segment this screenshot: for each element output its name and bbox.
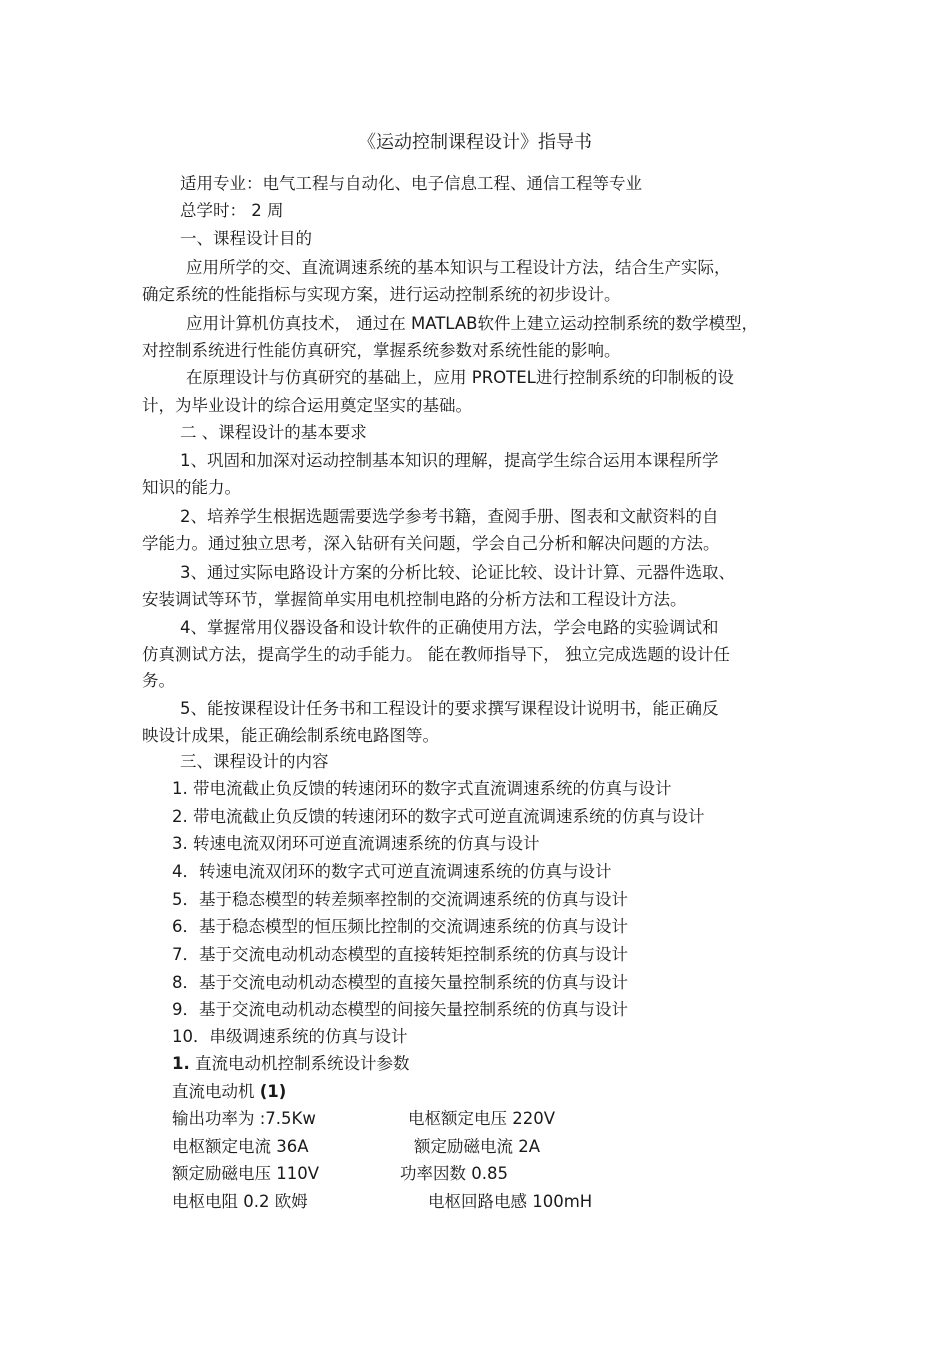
purpose-p1-line1: 应用所学的交、直流调速系统的基本知识与工程设计方法，结合生产实际， (186, 258, 731, 277)
req4-line2: 仿真测试方法，提高学生的动手能力。 能在教师指导下， 独立完成选题的设计任 (142, 645, 730, 664)
req4-line1: 4、掌握常用仪器设备和设计软件的正确使用方法，学会电路的实验调试和 (180, 618, 719, 637)
req2-line1: 2、培养学生根据选题需要选学参考书籍，查阅手册、图表和文献资料的自 (180, 507, 719, 526)
param-right: 功率因数 0.85 (400, 1164, 508, 1183)
section-heading-content: 三、课程设计的内容 (180, 752, 329, 771)
motor-label-number: (1) (259, 1082, 287, 1101)
req1-line2: 知识的能力。 (142, 478, 241, 497)
param-right: 电枢额定电压 220V (408, 1109, 556, 1128)
req4-line3: 务。 (142, 671, 175, 690)
topic-item: 6．基于稳态模型的恒压频比控制的交流调速系统的仿真与设计 (172, 917, 628, 936)
param-left: 输出功率为 :7.5Kw (172, 1109, 316, 1128)
total-hours: 总学时： 2 周 (180, 201, 284, 220)
req5-line1: 5、能按课程设计任务书和工程设计的要求撰写课程设计说明书，能正确反 (180, 699, 719, 718)
req3-line2: 安装调试等环节，掌握简单实用电机控制电路的分析方法和工程设计方法。 (142, 590, 687, 609)
param-right: 额定励磁电流 2A (414, 1137, 541, 1156)
purpose-p1-line2: 确定系统的性能指标与实现方案，进行运动控制系统的初步设计。 (142, 285, 621, 304)
params-heading-number: 1. (172, 1054, 190, 1073)
topic-item: 5．基于稳态模型的转差频率控制的交流调速系统的仿真与设计 (172, 890, 628, 909)
purpose-p2-line2: 对控制系统进行性能仿真研究，掌握系统参数对系统性能的影响。 (142, 341, 621, 360)
params-heading (172, 1052, 410, 1076)
topic-item: 1. 带电流截止负反馈的转速闭环的数字式直流调速系统的仿真与设计 (172, 779, 672, 798)
param-left: 额定励磁电压 110V (172, 1164, 320, 1183)
topic-item: 7．基于交流电动机动态模型的直接转矩控制系统的仿真与设计 (172, 945, 628, 964)
param-left: 电枢电阻 0.2 欧姆 (172, 1192, 308, 1211)
section-heading-requirements: 二 、课程设计的基本要求 (180, 423, 367, 442)
req3-line1: 3、通过实际电路设计方案的分析比较、论证比较、设计计算、元器件选取、 (180, 563, 735, 582)
motor-label (172, 1080, 286, 1104)
param-left: 电枢额定电流 36A (172, 1137, 309, 1156)
purpose-p2-line1: 应用计算机仿真技术， 通过在 MATLAB软件上建立运动控制系统的数学模型， (186, 314, 758, 333)
params-heading-text: 直流电动机控制系统设计参数 (189, 1054, 410, 1073)
topic-item: 3. 转速电流双闭环可逆直流调速系统的仿真与设计 (172, 834, 540, 853)
topic-item: 9．基于交流电动机动态模型的间接矢量控制系统的仿真与设计 (172, 1000, 628, 1019)
topic-item: 4．转速电流双闭环的数字式可逆直流调速系统的仿真与设计 (172, 862, 612, 881)
purpose-p3-line2: 计，为毕业设计的综合运用奠定坚实的基础。 (142, 396, 472, 415)
req5-line2: 映设计成果，能正确绘制系统电路图等。 (142, 726, 439, 745)
section-heading-purpose: 一、课程设计目的 (180, 229, 312, 248)
req1-line1: 1、巩固和加深对运动控制基本知识的理解，提高学生综合运用本课程所学 (180, 451, 719, 470)
document-title: 《运动控制课程设计》指导书 (358, 132, 592, 153)
topic-item: 8．基于交流电动机动态模型的直接矢量控制系统的仿真与设计 (172, 973, 628, 992)
topic-item: 10．串级调速系统的仿真与设计 (172, 1027, 408, 1046)
motor-label-text: 直流电动机 (172, 1082, 260, 1101)
topic-item: 2. 带电流截止负反馈的转速闭环的数字式可逆直流调速系统的仿真与设计 (172, 807, 705, 826)
req2-line2: 学能力。通过独立思考，深入钻研有关问题，学会自己分析和解决问题的方法。 (142, 534, 720, 553)
applicable-major: 适用专业：电气工程与自动化、电子信息工程、通信工程等专业 (180, 174, 642, 193)
param-right: 电枢回路电感 100mH (428, 1192, 593, 1211)
purpose-p3-line1: 在原理设计与仿真研究的基础上，应用 PROTEL进行控制系统的印制板的设 (186, 368, 734, 387)
